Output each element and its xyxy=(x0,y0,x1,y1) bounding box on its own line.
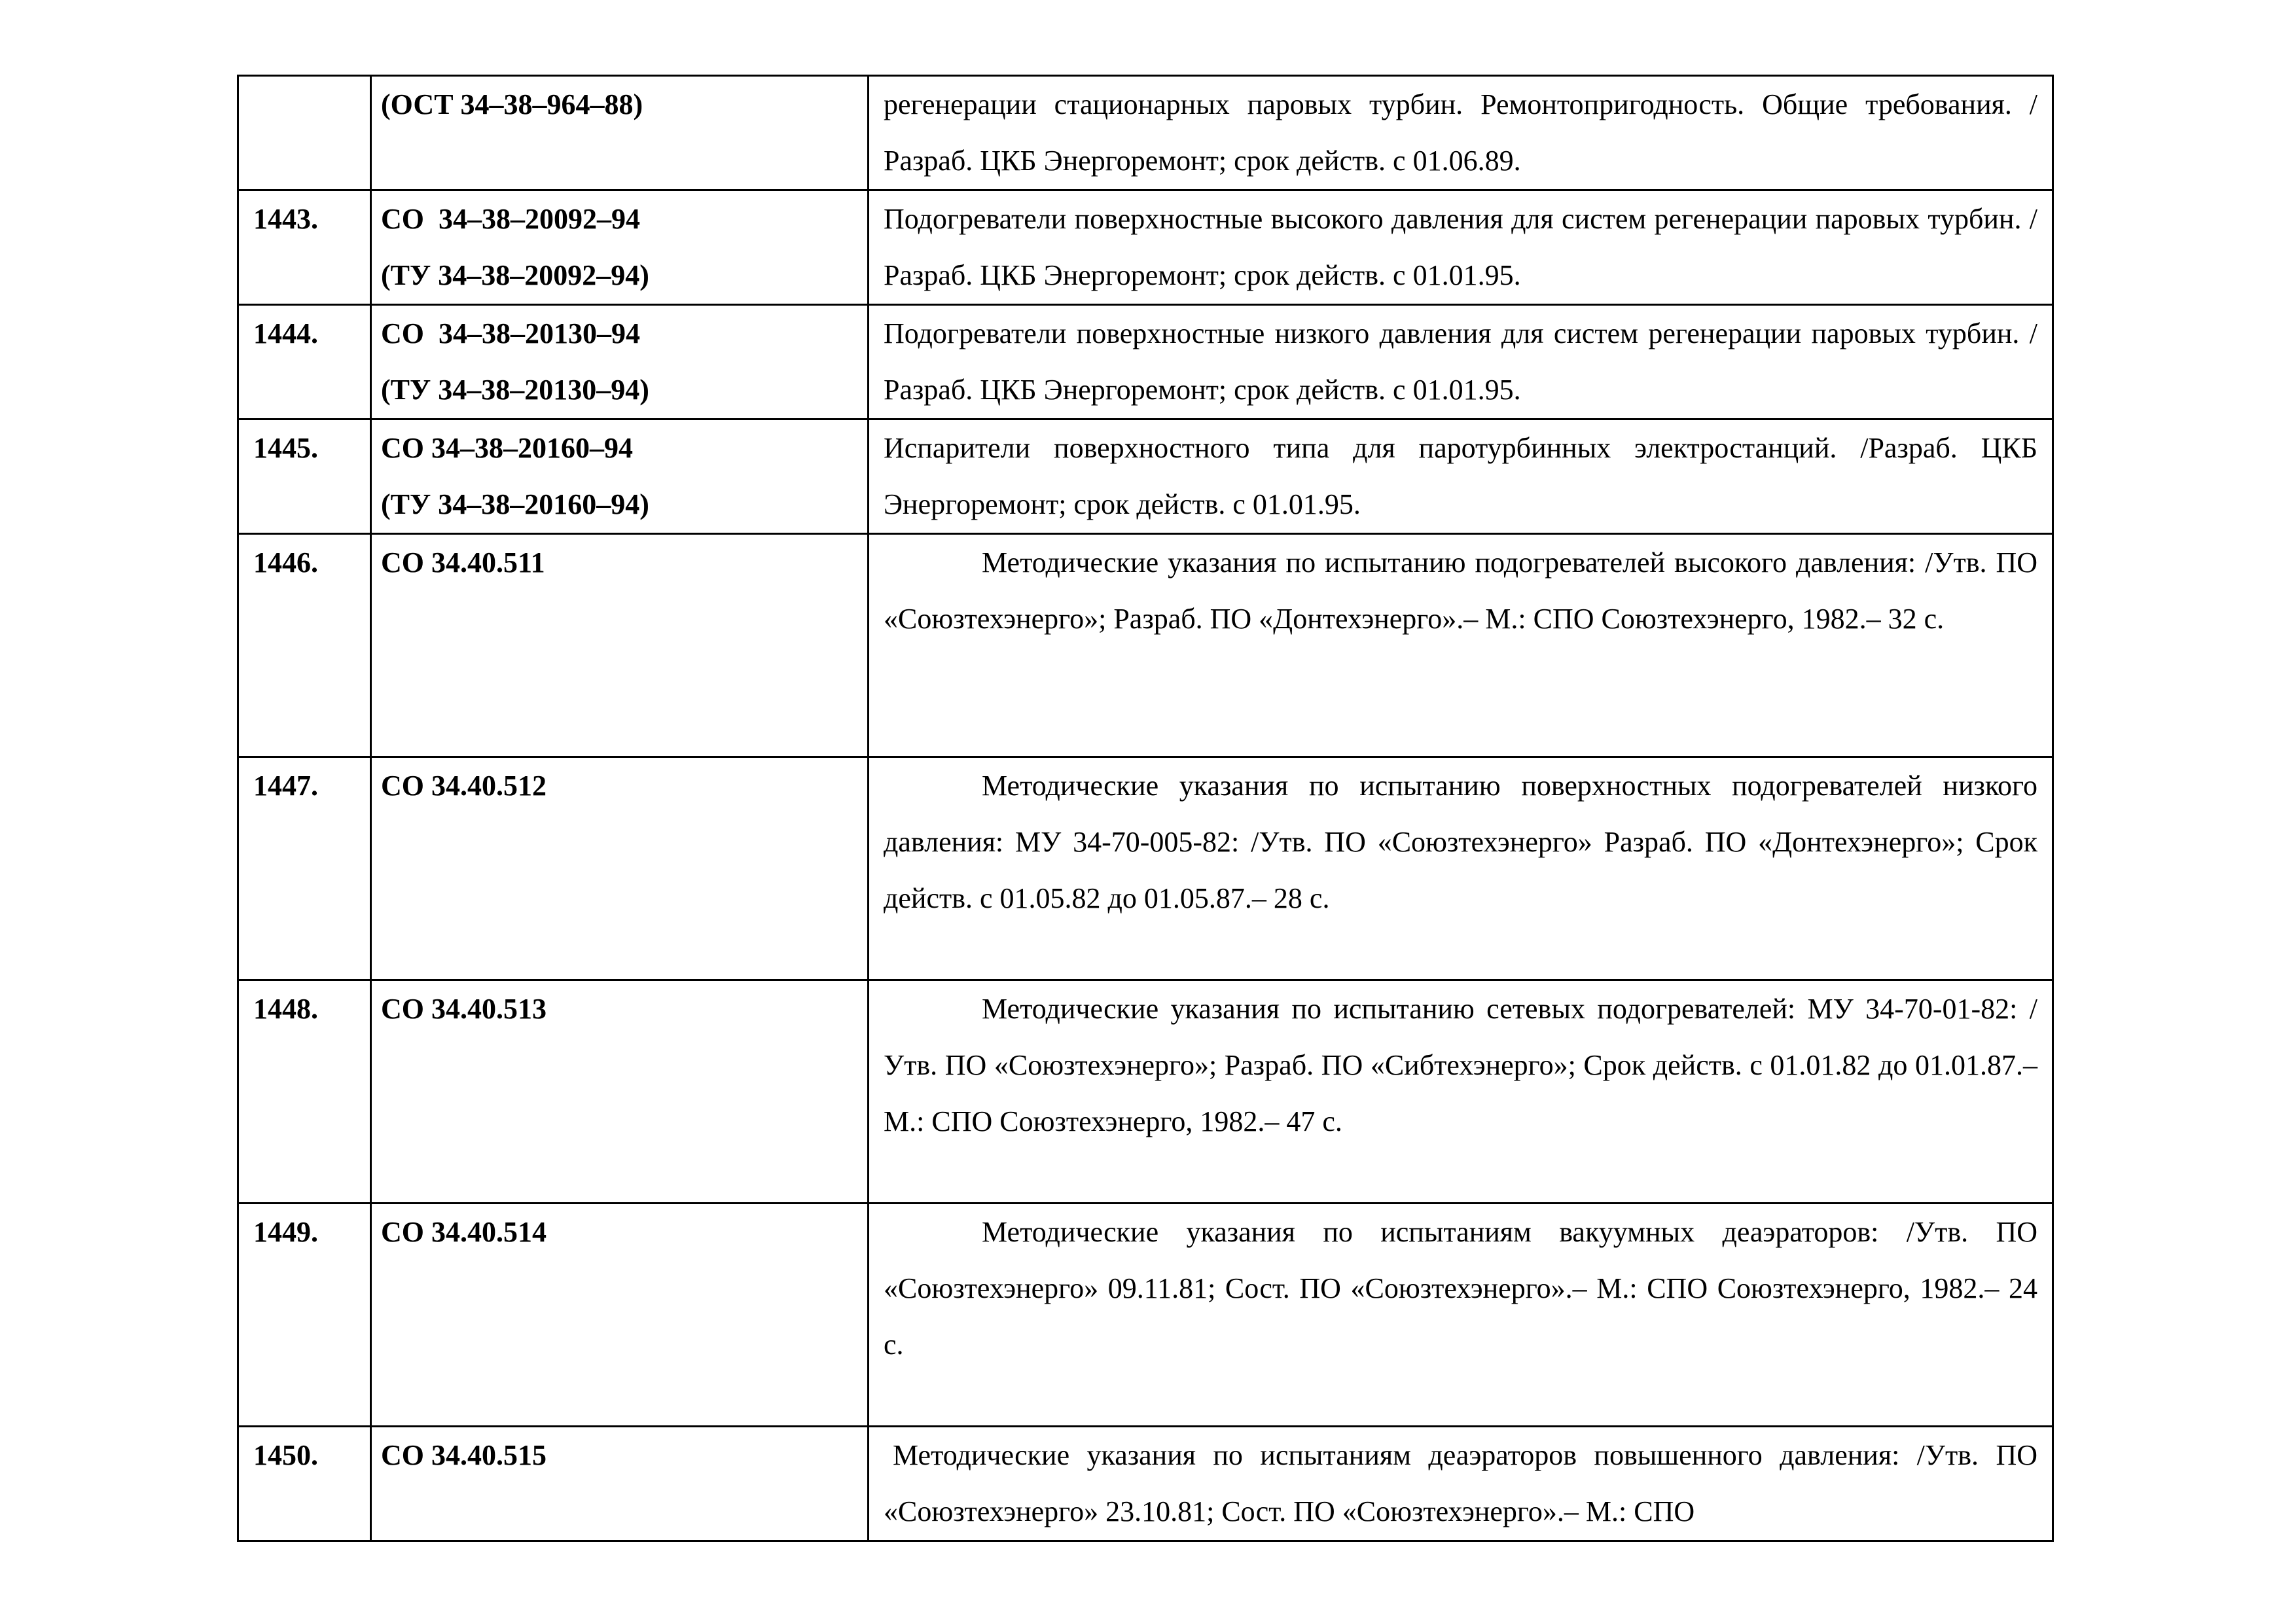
document-description: Методические указания по испытаниям вакуумных деаэраторов: /Утв. ПО «Союзтехэнерго» 09.11.81; Сост. ПО «Союзтехэнерго».– М.: СПО Союзтехэнерго, 1982.– 24 с. xyxy=(869,1204,2053,1427)
document-description: Подогреватели поверхностные высокого давления для систем регенерации паровых турбин. /Разраб. ЦКБ Энергоремонт; срок действ. с 01.01.95. xyxy=(869,190,2053,305)
row-number: 1446. xyxy=(238,534,371,757)
table-row xyxy=(238,1204,2053,1427)
row-number xyxy=(238,76,371,190)
document-code: СО 34.40.513 xyxy=(381,993,547,1025)
document-code-cell xyxy=(371,76,869,190)
standards-table xyxy=(237,75,2054,1542)
document-code-alt: (ТУ 34–38–20092–94) xyxy=(381,259,649,291)
document-description: Подогреватели поверхностные низкого давления для систем регенерации паровых турбин. /Разраб. ЦКБ Энергоремонт; срок действ. с 01.01.95. xyxy=(869,305,2053,419)
document-code-cell xyxy=(371,757,869,980)
document-code-alt: (ТУ 34–38–20130–94) xyxy=(381,374,649,406)
row-number: 1447. xyxy=(238,757,371,980)
document-code: СО 34–38–20092–94 xyxy=(381,203,640,235)
document-code: СО 34–38–20130–94 xyxy=(381,317,640,349)
document-description: регенерации стационарных паровых турбин. Ремонтопригодность. Общие требования. /Разраб. ЦКБ Энергоремонт; срок действ. с 01.06.89. xyxy=(869,76,2053,190)
document-code: (ОСТ 34–38–964–88) xyxy=(381,88,643,120)
document-description: Методические указания по испытаниям деаэраторов повышенного давления: /Утв. ПО «Союзтехэнерго» 23.10.81; Сост. ПО «Союзтехэнерго».– М.: СПО xyxy=(869,1427,2053,1541)
document-code: СО 34.40.511 xyxy=(381,546,545,579)
document-code: СО 34–38–20160–94 xyxy=(381,432,633,464)
table-row xyxy=(238,305,2053,419)
row-number: 1443. xyxy=(238,190,371,305)
document-code-cell xyxy=(371,1204,869,1427)
document-code-cell xyxy=(371,419,869,534)
table-row xyxy=(238,1427,2053,1541)
table-row xyxy=(238,980,2053,1204)
row-number: 1445. xyxy=(238,419,371,534)
document-description: Методические указания по испытанию подогревателей высокого давления: /Утв. ПО «Союзтехэнерго»; Разраб. ПО «Донтехэнерго».– М.: СПО Союзтехэнерго, 1982.– 32 с. xyxy=(869,534,2053,757)
document-code-cell xyxy=(371,980,869,1204)
row-number: 1448. xyxy=(238,980,371,1204)
document-code: СО 34.40.515 xyxy=(381,1439,547,1471)
table-row xyxy=(238,419,2053,534)
document-code-cell xyxy=(371,305,869,419)
document-code-alt: (ТУ 34–38–20160–94) xyxy=(381,488,649,520)
row-number: 1449. xyxy=(238,1204,371,1427)
row-number: 1444. xyxy=(238,305,371,419)
table-row xyxy=(238,76,2053,190)
table-row xyxy=(238,534,2053,757)
document-code-cell xyxy=(371,190,869,305)
document-description: Испарители поверхностного типа для паротурбинных электростанций. /Разраб. ЦКБ Энергоремонт; срок действ. с 01.01.95. xyxy=(869,419,2053,534)
document-code-cell xyxy=(371,1427,869,1541)
row-number: 1450. xyxy=(238,1427,371,1541)
table-row xyxy=(238,190,2053,305)
document-code-cell xyxy=(371,534,869,757)
document-description: Методические указания по испытанию поверхностных подогревателей низкого давления: МУ 34-70-005-82: /Утв. ПО «Союзтехэнерго» Разраб. ПО «Донтехэнерго»; Срок действ. с 01.05.82 до 01.05.87.– 28 с. xyxy=(869,757,2053,980)
document-description: Методические указания по испытанию сетевых подогревателей: МУ 34-70-01-82: /Утв. ПО «Союзтехэнерго»; Разраб. ПО «Сибтехэнерго»; Срок действ. с 01.01.82 до 01.01.87.– М.: СПО Союзтехэнерго, 1982.– 47 с. xyxy=(869,980,2053,1204)
document-code: СО 34.40.514 xyxy=(381,1216,547,1248)
table-row xyxy=(238,757,2053,980)
document-code: СО 34.40.512 xyxy=(381,770,547,802)
